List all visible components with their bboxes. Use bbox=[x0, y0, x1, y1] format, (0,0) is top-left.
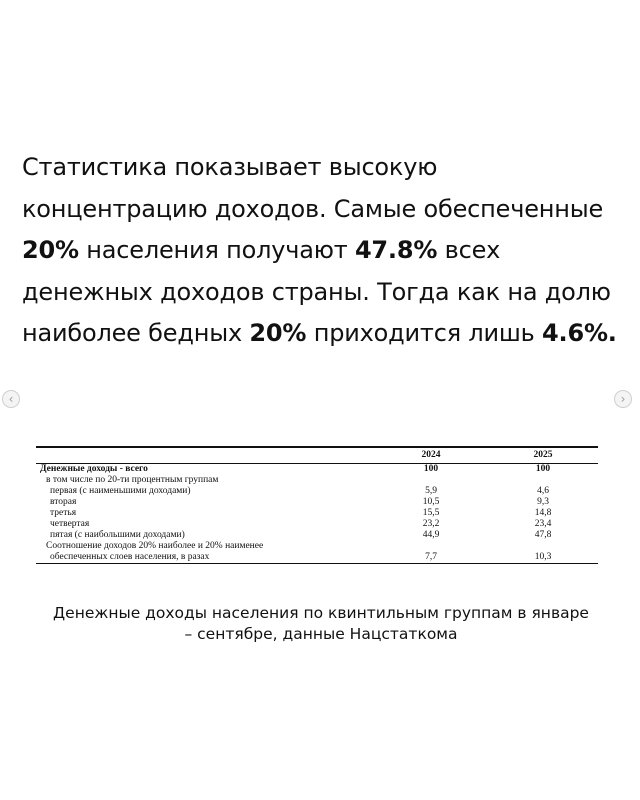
table-row-ratio-line1 bbox=[36, 541, 598, 552]
paragraph-text-3: всех денежных доходов страны. Тогда как на долю наиболее бедных bbox=[22, 236, 611, 347]
row-label: в том числе по 20-ти процентным группам bbox=[46, 475, 219, 485]
row-label: Соотношение доходов 20% наиболее и 20% наименее bbox=[46, 541, 264, 551]
chevron-right-icon: › bbox=[620, 392, 626, 406]
row-label: обеспеченных слоев населения, в разах bbox=[50, 552, 210, 562]
header-2025: 2025 bbox=[533, 450, 553, 460]
main-paragraph bbox=[22, 147, 622, 355]
paragraph-bold-3: 20% bbox=[249, 319, 307, 347]
table-bottom-rule bbox=[36, 563, 598, 564]
table-row bbox=[36, 497, 598, 508]
cell-2024: 100 bbox=[423, 464, 439, 474]
table-row bbox=[36, 508, 598, 519]
table-caption bbox=[30, 603, 612, 645]
table-row-ratio bbox=[36, 552, 598, 563]
table-row bbox=[36, 519, 598, 530]
header-2024: 2024 bbox=[421, 450, 441, 460]
table-row-subheader bbox=[36, 475, 598, 486]
caption-line-1: Денежные доходы населения по квинтильным группам в январе bbox=[53, 604, 589, 622]
row-label: Денежные доходы - всего bbox=[40, 464, 148, 474]
table-row-total bbox=[36, 464, 598, 475]
income-table bbox=[36, 446, 598, 564]
chevron-left-icon: ‹ bbox=[8, 392, 14, 406]
cell-2025: 14,8 bbox=[534, 508, 552, 518]
row-label: третья bbox=[50, 508, 77, 518]
table-row bbox=[36, 486, 598, 497]
cell-2024: 7,7 bbox=[425, 552, 437, 562]
cell-2025: 9,3 bbox=[537, 497, 549, 507]
caption-line-2: – сентябре, данные Нацстаткома bbox=[184, 625, 458, 643]
paragraph-text-1: Статистика показывает высокую концентрацию доходов. Самые обеспеченные bbox=[22, 153, 604, 223]
row-label: первая (с наименьшими доходами) bbox=[50, 486, 191, 496]
next-slide-button[interactable] bbox=[614, 390, 632, 408]
cell-2024: 23,2 bbox=[422, 519, 440, 529]
table-row bbox=[36, 530, 598, 541]
cell-2025: 100 bbox=[535, 464, 551, 474]
paragraph-bold-4: 4.6%. bbox=[542, 319, 617, 347]
row-label: вторая bbox=[50, 497, 77, 507]
cell-2025: 23,4 bbox=[534, 519, 552, 529]
paragraph-text-2: населения получают bbox=[78, 236, 355, 264]
row-label: четвертая bbox=[50, 519, 90, 529]
table-header-row bbox=[36, 448, 598, 463]
paragraph-bold-1: 20% bbox=[22, 236, 79, 264]
paragraph-bold-2: 47.8% bbox=[354, 236, 438, 264]
paragraph-text-4: приходится лишь bbox=[306, 319, 543, 347]
cell-2024: 44,9 bbox=[422, 530, 440, 540]
prev-slide-button[interactable] bbox=[2, 390, 20, 408]
cell-2024: 15,5 bbox=[422, 508, 440, 518]
cell-2024: 5,9 bbox=[425, 486, 437, 496]
cell-2025: 4,6 bbox=[537, 486, 549, 496]
cell-2025: 47,8 bbox=[534, 530, 552, 540]
row-label: пятая (с наибольшими доходами) bbox=[50, 530, 185, 540]
cell-2024: 10,5 bbox=[422, 497, 440, 507]
cell-2025: 10,3 bbox=[534, 552, 552, 562]
